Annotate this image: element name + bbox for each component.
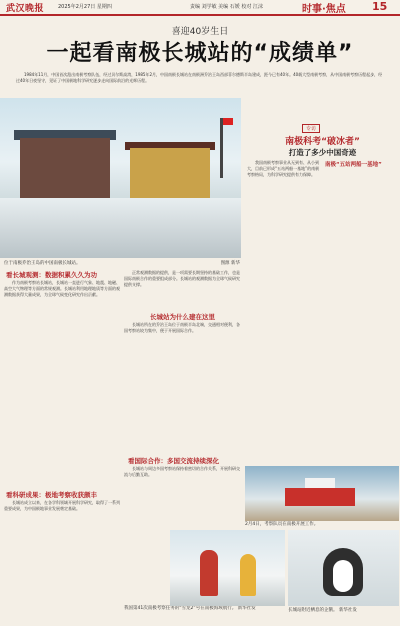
ship-hull xyxy=(285,488,355,506)
subhead-cooperation: 看国际合作：多国交流持续深化 xyxy=(128,457,219,465)
person-figure xyxy=(240,554,256,596)
flag-pole xyxy=(220,118,223,178)
subhead-observation: 看长城观测：数据积累久久为功 xyxy=(6,271,97,279)
sidebar-body: 我国南极考察事业从无到有、从小到大，目前已形成“五站两船一基地”的南极考察格局，为科学研究提供有力保障。 xyxy=(247,160,320,177)
person-figure xyxy=(200,550,218,596)
interview-tag: 专访 xyxy=(302,124,320,133)
middle-column-body: 正常观测数据的提供，是一项需要长期坚持的基础工作，也是国际南极合作的重要组成部分。长城站的观测数据为全球气候研究提供支撑。 xyxy=(124,270,240,287)
middle-column-body-3: 长城站与周边多国考察站保持着密切的合作关系，开展科研交流与后勤互助。 xyxy=(124,466,240,477)
main-photo-caption xyxy=(4,260,240,266)
great-wall-station-photo xyxy=(0,98,241,258)
photo-credit: 新华社发 xyxy=(237,606,256,611)
penguin-belly xyxy=(333,560,353,592)
middle-column-body-2: 长城站所在的乔治王岛位于南极半岛北端，交通相对便利，各国考察站较为集中，便于开展国际合作。 xyxy=(124,322,240,333)
left-column-body-2: 长城站成立以来，在各学科领域开展科学研究，取得了一系列重要成果，为中国极地事业发展奠定基础。 xyxy=(4,500,120,511)
issue-date: 2025年2月27日 星期四 xyxy=(58,4,112,10)
researchers-photo xyxy=(170,530,285,606)
snow-ground xyxy=(0,198,241,258)
penguin-photo xyxy=(288,530,399,606)
station-building xyxy=(130,148,210,198)
subhead-stations: 南极“五站两船一基地” xyxy=(325,162,382,168)
section-title: 时事·焦点 xyxy=(302,4,346,15)
caption-text: 我国第41次南极考察任务的“雪龙2”号在南极海域航行。 xyxy=(124,606,237,611)
article-headline: 一起看南极长城站的“成绩单” xyxy=(46,41,354,66)
icebreaker-photo xyxy=(245,466,399,521)
bottom-caption-2: 2月4日，考察队员在南极开展工作。 xyxy=(245,522,319,527)
bottom-caption-3 xyxy=(288,608,399,614)
page-number: 15 xyxy=(372,0,388,13)
subhead-location: 长城站为什么建在这里 xyxy=(150,313,215,321)
masthead xyxy=(0,0,400,16)
subhead-research: 看科研成果：极地考察收获颇丰 xyxy=(6,491,97,499)
sidebar-title: 南极科考“破冰者” xyxy=(285,137,360,147)
editor-credits: 责编 刘学敏 美编 石媛 校对 江沫 xyxy=(190,4,263,10)
flag-icon xyxy=(223,118,233,125)
caption-text: 长城站附近栖息的企鹅。 xyxy=(288,608,338,613)
left-column-body: 作为南极考察站长城站，长城站一直进行气象、地震、地磁、高空大气物理等方面的常规观测。长城站利用地理地质等方面的观测数据获得大量成果，为全球气候变化研究作出贡献。 xyxy=(4,280,120,297)
photo-credit: 新华社发 xyxy=(338,608,357,613)
article-kicker: 喜迎40岁生日 xyxy=(171,27,229,37)
newspaper-logo: 武汉晚报 xyxy=(6,4,45,14)
article-lead: 1984年11月，中国首次派出南极考察队伍，经过贝尔斯高湾，1985年2月，中国南极长城站在南极洲乔治王岛西部菲尔德斯半岛建成，距今已有40年。40载大型南极考察，从中国南极考察历程起步，经过40年日夜坚守，见证了中国极地科学研究逐步走向国际前沿的光辉历程。 xyxy=(16,72,383,83)
photo-credit: 图源 新华 xyxy=(220,261,240,266)
sidebar-subtitle: 打造了多少中国奇迹 xyxy=(288,148,357,157)
caption-text: 位于南极乔治王岛的中国南极长城站。 xyxy=(4,261,81,266)
station-building xyxy=(20,138,110,198)
bottom-caption-1 xyxy=(124,606,284,612)
